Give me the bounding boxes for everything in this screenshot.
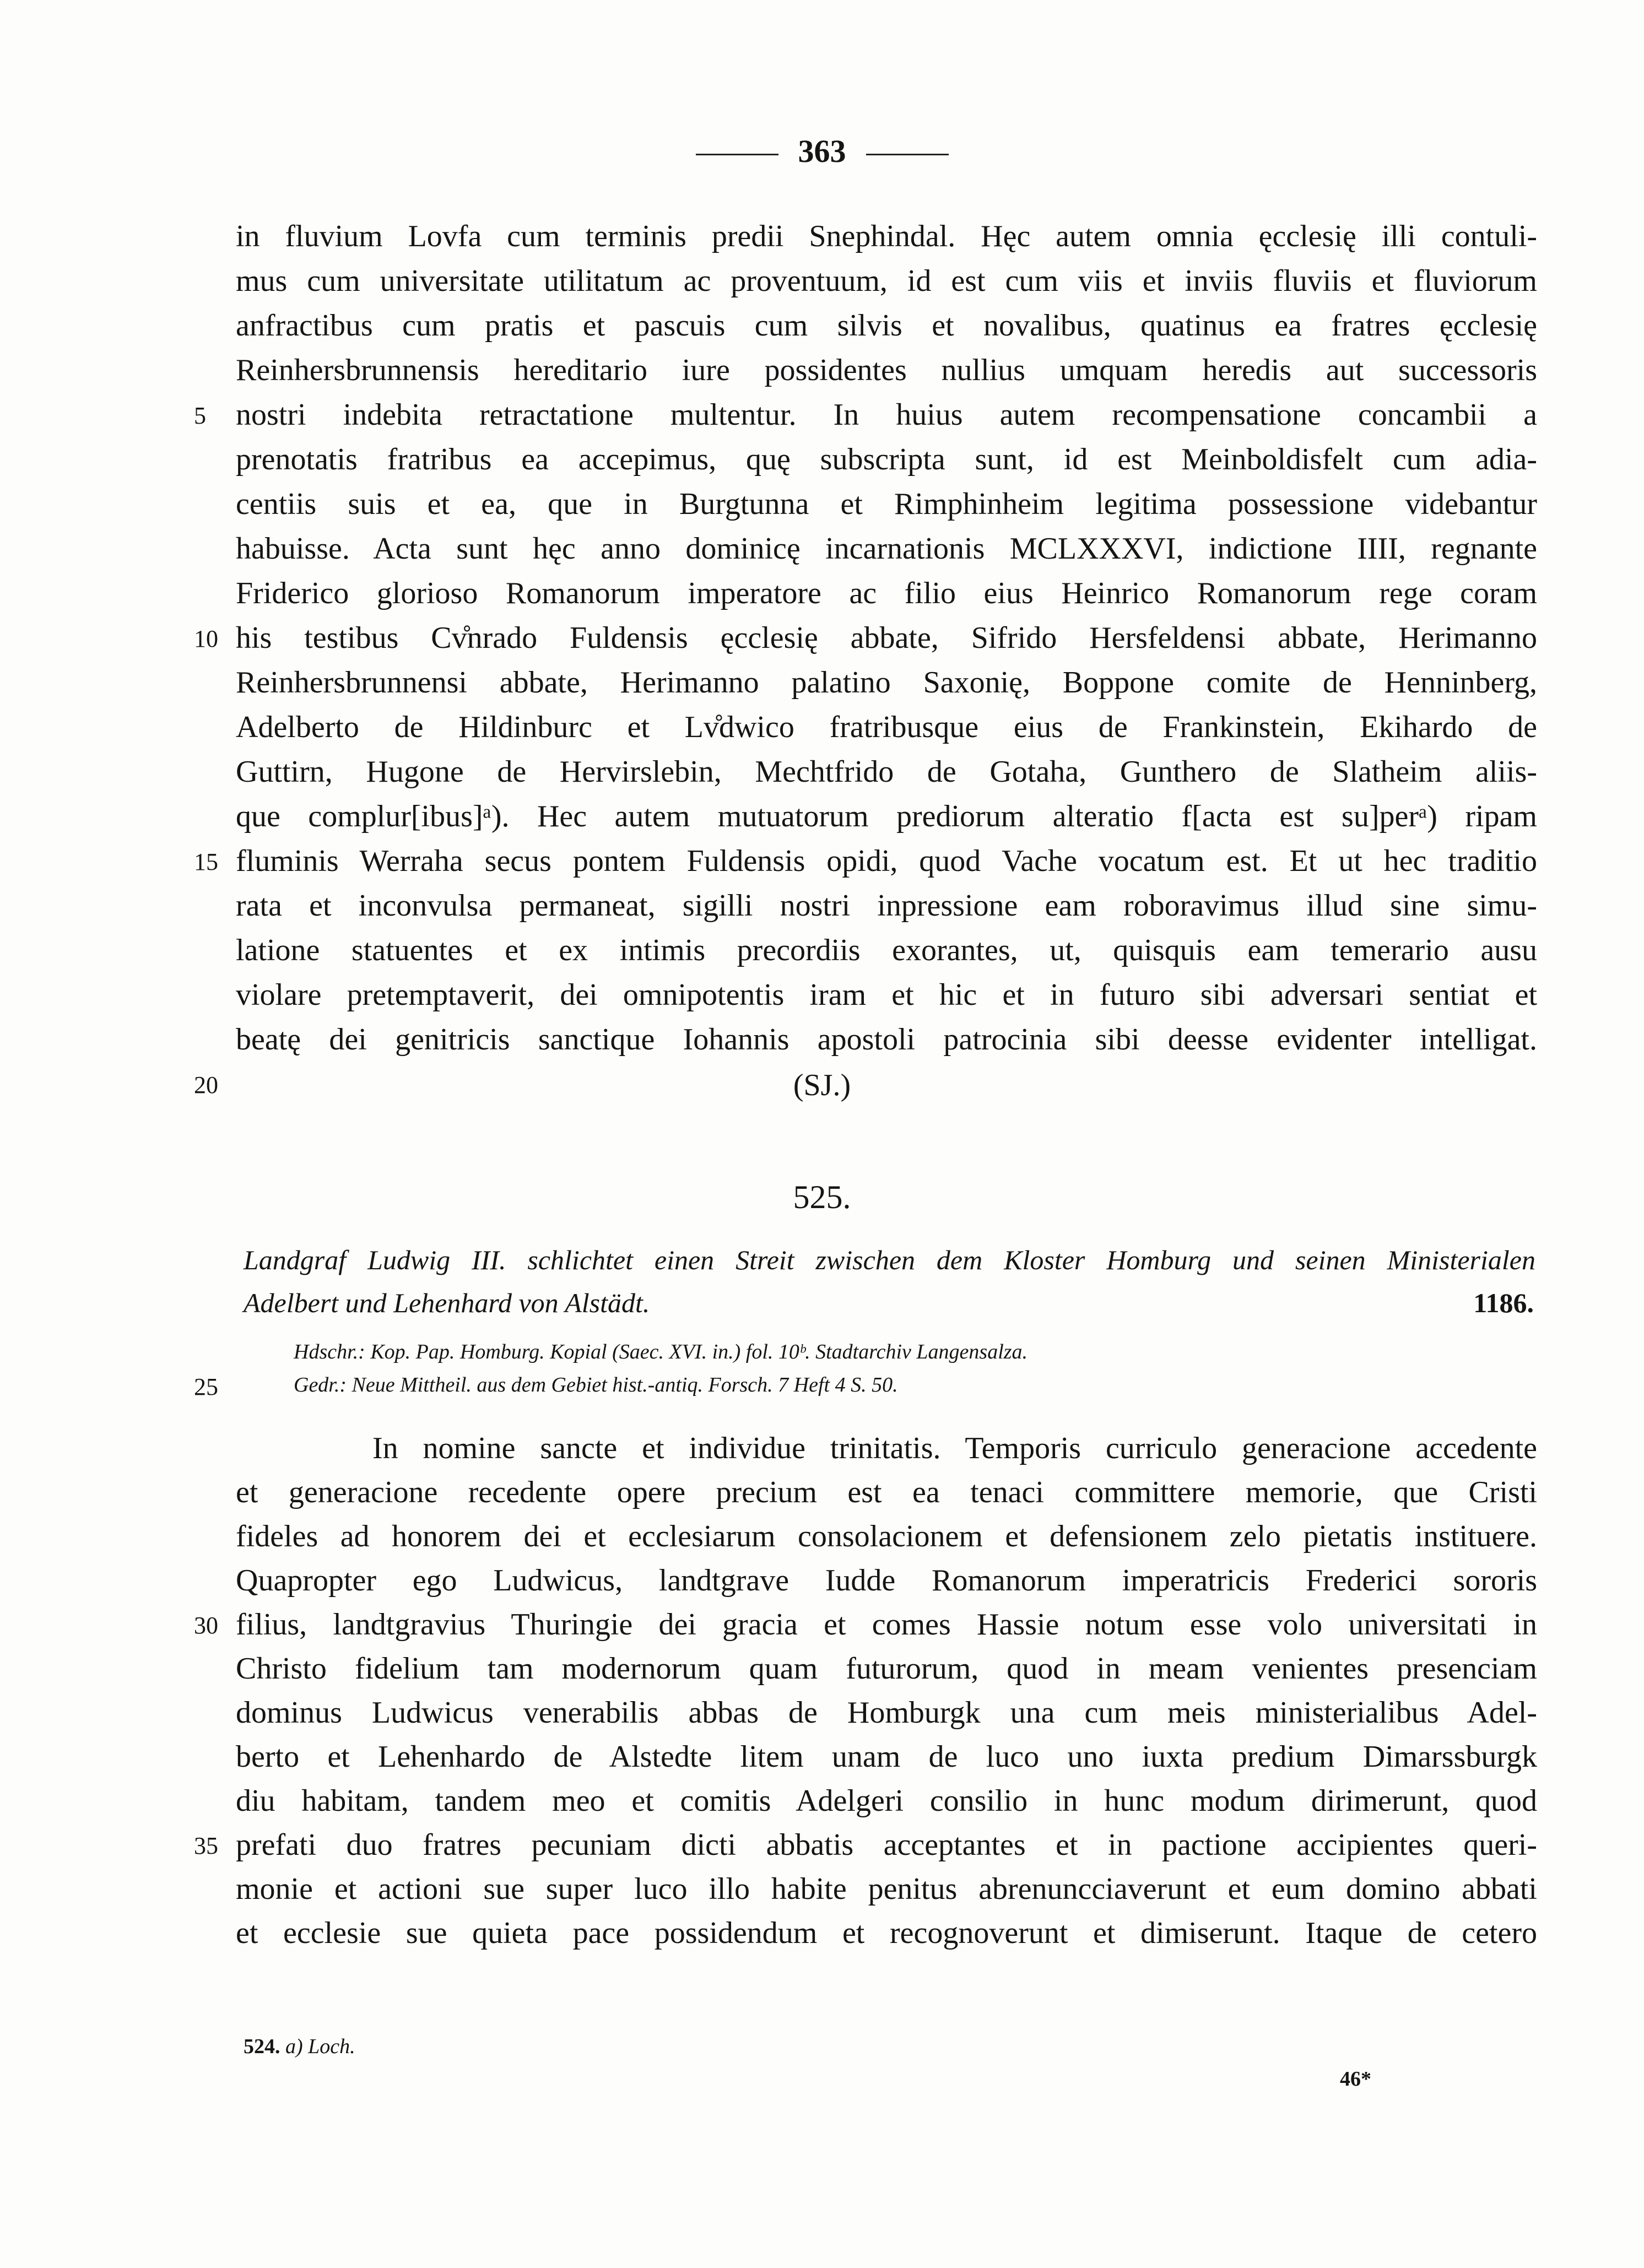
text-line: prefati duo fratres pecuniam dicti abbatis acceptantes et in pactione accipientes queri- xyxy=(236,1828,1537,1862)
line-number: 5 xyxy=(194,402,206,429)
text-line: beatę dei genitricis sanctique Iohannis apostoli patrocinia sibi deesse evidenter intelligat. xyxy=(236,1022,1537,1057)
page-number xyxy=(0,133,1644,169)
page-number-text: 363 xyxy=(798,133,846,169)
text-line: fideles ad honorem dei et ecclesiarum consolacionem et defensionem zelo pietatis instituere. xyxy=(236,1519,1537,1554)
text-line: centiis suis et ea, que in Burgtunna et Rimphinheim legitima possessione videbantur xyxy=(236,487,1537,521)
text-line: Reinhersbrunnensi abbate, Herimanno palatino Saxonię, Boppone comite de Henninberg, xyxy=(236,665,1537,700)
text-line: fluminis Werraha secus pontem Fuldensis opidi, quod Vache vocatum est. Et ut hec traditio xyxy=(236,844,1537,878)
footnote-ref: 524. xyxy=(244,2035,280,2058)
text-line: mus cum universitate utilitatum ac proventuum, id est cum viis et inviis fluviis et fluviorum xyxy=(236,264,1537,298)
text-line: Adelberto de Hildinburc et Lv̊dwico fratribusque eius de Frankinstein, Ekihardo de xyxy=(236,710,1537,744)
text-line: In nomine sancte et individue trinitatis. Temporis curriculo generacione accedente xyxy=(372,1431,1537,1465)
text-line: violare pretemptaverit, dei omnipotentis iram et hic et in futuro sibi adversari sentiat et xyxy=(236,978,1537,1012)
regest-date: 1186. xyxy=(1473,1287,1534,1318)
text-line: latione statuentes et ex intimis precordiis exorantes, ut, quisquis eam temerario ausu xyxy=(236,933,1537,967)
text-line: prenotatis fratribus ea accepimus, quę subscripta sunt, id est Meinboldisfelt cum adia- xyxy=(236,442,1537,477)
line-number: 10 xyxy=(194,625,218,652)
footnote xyxy=(244,2036,355,2057)
text-line: et generacione recedente opere precium est ea tenaci committere memorie, que Cristi xyxy=(236,1475,1537,1509)
text-line: Quapropter ego Ludwicus, landtgrave Iudde Romanorum imperatricis Frederici sororis xyxy=(236,1563,1537,1598)
text-line: diu habitam, tandem meo et comitis Adelgeri consilio in hunc modum dirimerunt, quod xyxy=(236,1784,1537,1818)
text-line: filius, landtgravius Thuringie dei gracia et comes Hassie notum esse volo universitati in xyxy=(236,1607,1537,1642)
line-number: 35 xyxy=(194,1832,218,1859)
text-line: his testibus Cv̊nrado Fuldensis ęcclesię abbate, Sifrido Hersfeldensi abbate, Herimanno xyxy=(236,621,1537,655)
rule-right xyxy=(866,154,949,155)
rule-left xyxy=(696,154,778,155)
text-line: que complur[ibus]ᵃ). Hec autem mutuatorum prediorum alteratio f[acta est su]perᵃ) ripam xyxy=(236,799,1537,833)
source-manuscript: Hdschr.: Kop. Pap. Homburg. Kopial (Saec. XVI. in.) fol. 10ᵇ. Stadtarchiv Langensalza. xyxy=(294,1340,1028,1363)
text-line: habuisse. Acta sunt hęc anno dominicę incarnationis MCLXXXVI, indictione IIII, regnante xyxy=(236,532,1537,566)
text-line: nostri indebita retractatione multentur. In huius autem recompensatione concambii a xyxy=(236,398,1537,432)
text-line: Christo fidelium tam modernorum quam futurorum, quod in meam venientes presenciam xyxy=(236,1652,1537,1686)
text-line: et ecclesie sue quieta pace possidendum et recognoverunt et dimiserunt. Itaque de cetero xyxy=(236,1916,1537,1950)
text-line: Reinhersbrunnensis hereditario iure possidentes nullius umquam heredis aut successoris xyxy=(236,353,1537,387)
regest-line: Landgraf Ludwig III. schlichtet einen Streit zwischen dem Kloster Homburg und seinen Ministerialen xyxy=(244,1244,1535,1275)
printer-signature: 46* xyxy=(1340,2067,1371,2091)
seal-siglum: (SJ.) xyxy=(793,1068,851,1102)
text-line: Friderico glorioso Romanorum imperatore ac filio eius Heinrico Romanorum rege coram xyxy=(236,576,1537,610)
line-number: 25 xyxy=(194,1373,218,1400)
text-line: berto et Lehenhardo de Alstedte litem unam de luco uno iuxta predium Dimarssburgk xyxy=(236,1740,1537,1774)
regest-line: Adelbert und Lehenhard von Alstädt. xyxy=(244,1287,650,1318)
text-line: monie et actioni sue super luco illo habite penitus abrenuncciaverunt et eum domino abbati xyxy=(236,1872,1537,1906)
text-line: in fluvium Lovfa cum terminis predii Snephindal. Hęc autem omnia ęcclesię illi contuli- xyxy=(236,219,1537,253)
line-number: 30 xyxy=(194,1612,218,1639)
text-line: anfractibus cum pratis et pascuis cum silvis et novalibus, quatinus ea fratres ęcclesię xyxy=(236,308,1537,343)
text-line: rata et inconvulsa permaneat, sigilli nostri inpressione eam roboravimus illud sine simu- xyxy=(236,889,1537,923)
document-number: 525. xyxy=(793,1179,851,1215)
source-print: Gedr.: Neue Mittheil. aus dem Gebiet hist.-antiq. Forsch. 7 Heft 4 S. 50. xyxy=(294,1373,898,1396)
text-line: Guttirn, Hugone de Hervirslebin, Mechtfrido de Gotaha, Gunthero de Slatheim aliis- xyxy=(236,755,1537,789)
line-number: 20 xyxy=(194,1071,218,1098)
line-number: 15 xyxy=(194,848,218,875)
footnote-text: a) Loch. xyxy=(285,2035,355,2058)
text-line: dominus Ludwicus venerabilis abbas de Homburgk una cum meis ministerialibus Adel- xyxy=(236,1696,1537,1730)
